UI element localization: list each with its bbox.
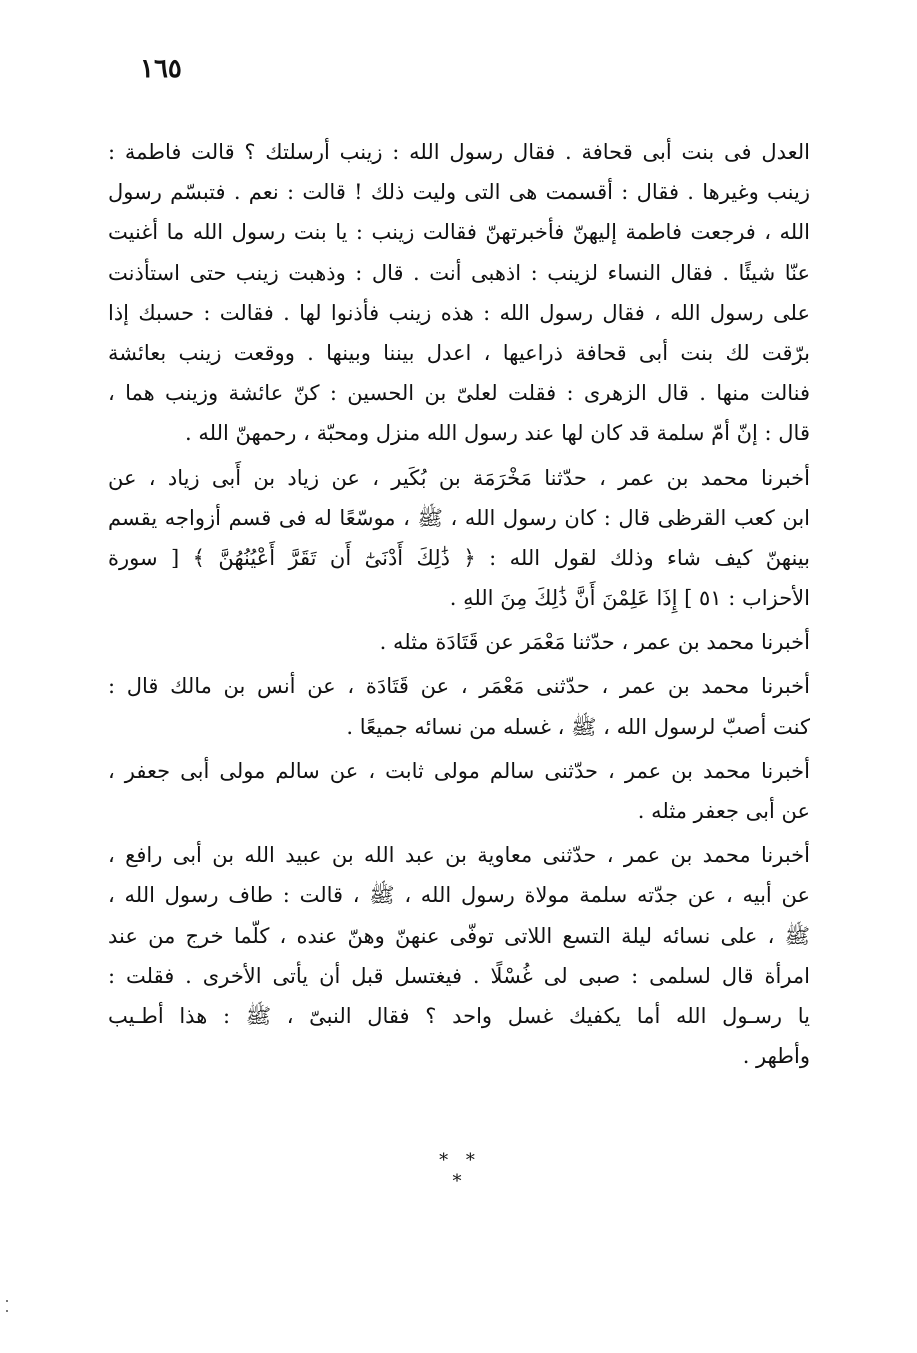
text-line: يا رسـول الله أما يكفيك غسل واحد ؟ فقال النبىّ ، ﷺ : هذا أطـيب [108,1003,810,1028]
text-line: كنت أصبّ لرسول الله ، ﷺ ، غسله من نسائه جميعًا . [346,714,810,739]
text-line: امرأة قال لسلمى : صبى لى غُسْلًا . فيغتسل قبل أن يأتى الأخرى . فقلت : [108,963,810,988]
text-line: عنّا شيئًا . فقال النساء لزينب : اذهبى أنت . قال : وذهبت زينب حتى استأذنت [108,260,810,285]
text-line: عن أبيه ، عن جدّته سلمة مولاة رسول الله ، ﷺ ، قالت : طاف رسول الله ، [108,883,810,908]
text-line: زينب وغيرها . فقال : أقسمت هى التى وليت ذلك ! قالت : نعم . فتبسّم رسول [108,180,810,205]
margin-dots [6,1300,8,1330]
text-line: على رسول الله ، فقال رسول الله : هذه زينب فأذنوا لها . فقالت : حسبك إذا [108,300,810,325]
text-line: الله ، فرجعت فاطمة إليهنّ فأخبرتهنّ فقالت زينب : يا بنت رسول الله ما أغنيت [108,220,810,245]
text-line: الأحزاب : ٥١ ] إِذَا عَلِمْنَ أَنَّ ذَٰلِكَ مِنَ اللهِ . [449,586,810,611]
text-line: فنالت منها . قال الزهرى : فقلت لعلىّ بن الحسين : كنّ عائشة وزينب هما ، [108,381,810,406]
text-line: بينهنّ كيف شاء وذلك لقول الله : ﴿ ذَٰلِكَ أَدْنَىٰٓ أَن تَقَرَّ أَعْيُنُهُنَّ ﴾ [ سورة [108,545,810,570]
text-line: ابن كعب القرظى قال : كان رسول الله ، ﷺ ، موسّعًا له فى قسم أزواجه يقسم [108,505,810,530]
text-line: وأطهر . [742,1044,810,1069]
text-line: أخبرنا محمد بن عمر ، حدّثنا مَعْمَر عن قَتَادَة مثله . [379,630,810,655]
text-line: قال : إنّ أمّ سلمة قد كان لها عند رسول الله منزل ومحبّة ، رحمهنّ الله . [185,421,810,446]
text-line: عن أبى جعفر مثله . [637,799,810,823]
text-line: أخبرنا محمد بن عمر ، حدّثنى معاوية بن عبد الله بن عبيد الله بن أبى رافع ، [108,843,810,868]
section-separator: * * * [439,1150,481,1192]
dot [6,1310,8,1312]
text-line: ﷺ ، على نسائه ليلة التسع اللاتى توفّى عنهنّ وهنّ عنده ، كلّما خرج من عند [108,923,810,948]
page-number: ١٦٥ [140,54,182,84]
text-line: أخبرنا محمد بن عمر ، حدّثنا مَخْرَمَة بن بُكَير ، عن زياد بن أَبى زياد ، عن [108,465,810,490]
text-line: برّقت لك بنت أبى قحافة ذراعيها ، اعدل بيننا وبينها . ووقعت زينب بعائشة [108,340,810,365]
body-text [108,132,810,1076]
text-line: أخبرنا محمد بن عمر ، حدّثنى مَعْمَر ، عن قَتَادَة ، عن أنس بن مالك قال : [108,674,810,699]
text-line: العدل فى بنت أبى قحافة . فقال رسول الله : زينب أرسلتك ؟ قالت فاطمة : [108,140,810,164]
text-line: أخبرنا محمد بن عمر ، حدّثنى سالم مولى ثابت ، عن سالم مولى أبى جعفر ، [108,758,810,783]
dot [6,1300,8,1302]
